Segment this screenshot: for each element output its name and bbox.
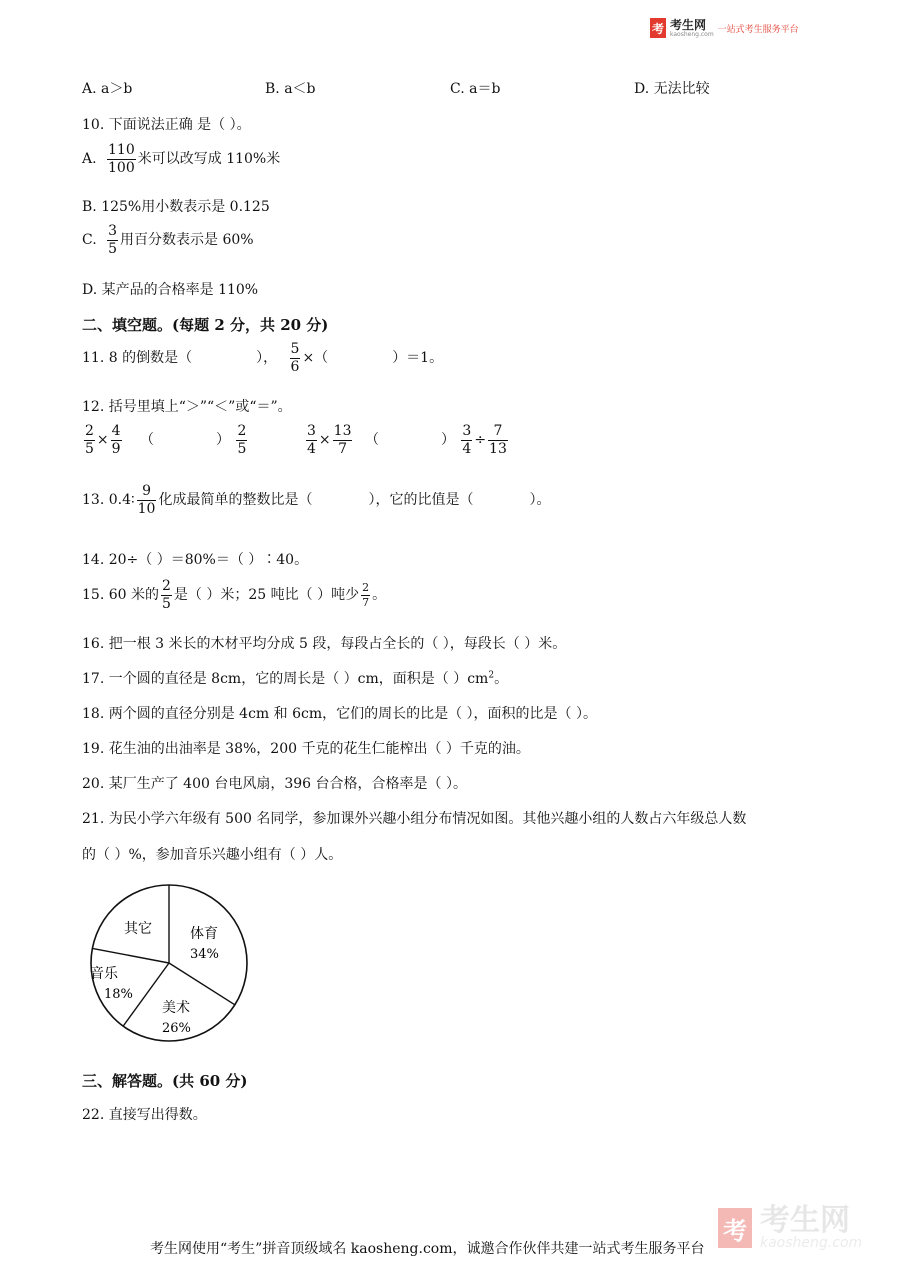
fraction bbox=[107, 143, 136, 175]
denominator: 100 bbox=[108, 159, 135, 176]
footer-text: 考生网使用“考生”拼音顶级域名 kaosheng.com，诚邀合作伙伴共建一站式考生服务平台 bbox=[150, 1241, 705, 1257]
q17-part-a: 17. 一个圆的直径是 8cm，它的周长是（ ）cm，面积是（ ）cm bbox=[82, 671, 489, 687]
denominator: 9 bbox=[111, 440, 121, 457]
q9-option-d: D. 无法比较 bbox=[634, 81, 710, 97]
q13-part-b: 化成最简单的整数比是（ bbox=[158, 492, 313, 509]
fraction bbox=[333, 424, 353, 456]
q13-part-d: ）。 bbox=[529, 492, 551, 509]
denominator: 10 bbox=[137, 500, 156, 517]
q15-part-b: 是（ ）米；25 吨比（ ）吨少 bbox=[173, 587, 360, 604]
q13-part-a: 13. 0.4∶ bbox=[82, 492, 135, 509]
numerator: 7 bbox=[488, 424, 508, 441]
numerator: 3 bbox=[307, 423, 316, 439]
q10-a-label: A. bbox=[82, 151, 97, 168]
operator: × bbox=[318, 432, 331, 449]
operator: × bbox=[96, 432, 109, 449]
superscript: 2 bbox=[488, 670, 495, 681]
numerator: 13 bbox=[333, 423, 352, 439]
logo-name: 考生网 bbox=[670, 18, 707, 32]
watermark-logo bbox=[718, 1203, 863, 1251]
q14: 14. 20÷（ ）＝80%＝（ ）∶40。 bbox=[82, 552, 309, 568]
numerator: 2 bbox=[362, 581, 370, 595]
numerator: 5 bbox=[290, 341, 300, 357]
q10-stem: 10. 下面说法正确 是（ ）。 bbox=[82, 117, 251, 133]
denominator: 7 bbox=[338, 440, 348, 457]
section-2-heading: 二、填空题。(每题 2 分，共 20 分) bbox=[82, 316, 329, 334]
q10-option-a bbox=[82, 143, 280, 175]
q15-part-c: 。 bbox=[372, 587, 387, 604]
numerator: 9 bbox=[137, 484, 157, 501]
q11-part-d: ）＝1。 bbox=[392, 350, 444, 367]
slice-label-sports: 体育 bbox=[190, 926, 218, 942]
fraction bbox=[361, 582, 370, 608]
slice-label-other: 其它 bbox=[124, 921, 152, 937]
q15-part-a: 15. 60 米的 bbox=[82, 587, 159, 604]
fraction bbox=[84, 424, 95, 456]
fraction bbox=[488, 424, 508, 456]
slice-label-music: 音乐 bbox=[90, 966, 118, 982]
watermark-name: 考生网 bbox=[760, 1203, 850, 1238]
fraction bbox=[137, 484, 157, 516]
header-logo bbox=[650, 18, 799, 38]
fraction bbox=[161, 579, 172, 611]
q11-part-c: ×（ bbox=[302, 350, 329, 367]
numerator: 4 bbox=[111, 423, 121, 439]
q10-option-b: B. 125%用小数表示是 0.125 bbox=[82, 199, 270, 215]
q12-expr-1 bbox=[82, 424, 249, 456]
logo-icon: 考 bbox=[650, 18, 666, 38]
q11-part-b: ）， bbox=[256, 350, 278, 367]
denominator: 7 bbox=[362, 595, 370, 609]
watermark-icon: 考 bbox=[718, 1208, 752, 1248]
q11-part-a: 11. 8 的倒数是（ bbox=[82, 350, 193, 367]
logo-domain: kaosheng.com bbox=[670, 31, 714, 38]
q17-part-b: 。 bbox=[494, 671, 509, 687]
numerator: 110 bbox=[108, 142, 135, 158]
slice-value-sports: 34% bbox=[190, 947, 219, 962]
q10-option-d: D. 某产品的合格率是 110% bbox=[82, 282, 259, 298]
fraction bbox=[107, 224, 118, 256]
denominator: 5 bbox=[85, 440, 94, 457]
paren-close: ） bbox=[216, 432, 231, 449]
q10-a-text: 米可以改写成 110%米 bbox=[137, 151, 281, 168]
denominator: 4 bbox=[462, 440, 472, 457]
numerator: 3 bbox=[108, 223, 118, 239]
numerator: 3 bbox=[462, 423, 472, 439]
q13-part-c: ），它的比值是（ bbox=[368, 492, 474, 509]
q17 bbox=[82, 668, 508, 688]
fraction bbox=[290, 342, 301, 374]
denominator: 5 bbox=[108, 240, 118, 257]
q15 bbox=[82, 579, 386, 611]
q20: 20. 某厂生产了 400 台电风扇，396 台合格，合格率是（ ）。 bbox=[82, 776, 467, 792]
q10-c-label: C. bbox=[82, 232, 97, 249]
paren-close: ） bbox=[440, 432, 455, 449]
q19: 19. 花生油的出油率是 38%，200 千克的花生仁能榨出（ ）千克的油。 bbox=[82, 741, 530, 757]
q18: 18. 两个圆的直径分别是 4cm 和 6cm，它们的周长的比是（ ），面积的比是（ ）。 bbox=[82, 706, 598, 722]
fraction bbox=[461, 424, 472, 456]
denominator: 4 bbox=[307, 440, 316, 457]
operator: ÷ bbox=[474, 432, 487, 449]
q9-option-b: B. a＜b bbox=[265, 81, 316, 97]
q21-line-2: 的（ ）%，参加音乐兴趣小组有（ ）人。 bbox=[82, 847, 343, 863]
slice-value-music: 18% bbox=[104, 987, 133, 1002]
q9-option-c: C. a＝b bbox=[450, 81, 501, 97]
q10-option-c bbox=[82, 224, 254, 256]
watermark-domain: kaosheng.com bbox=[760, 1235, 863, 1251]
pie-slices bbox=[91, 885, 247, 1041]
fraction bbox=[236, 424, 247, 456]
q22: 22. 直接写出得数。 bbox=[82, 1107, 207, 1123]
logo-slogan: 一站式考生服务平台 bbox=[717, 24, 799, 35]
q9-option-a: A. a＞b bbox=[82, 81, 133, 97]
pie-chart bbox=[86, 880, 256, 1046]
numerator: 2 bbox=[85, 423, 94, 439]
fraction bbox=[306, 424, 317, 456]
paren-open: （ bbox=[140, 432, 155, 449]
paren-open: （ bbox=[364, 432, 379, 449]
numerator: 2 bbox=[161, 578, 171, 594]
q10-c-text: 用百分数表示是 60% bbox=[120, 232, 254, 249]
q13 bbox=[82, 484, 550, 516]
numerator: 2 bbox=[237, 423, 247, 439]
q12-stem: 12. 括号里填上“＞”“＜”或“＝”。 bbox=[82, 399, 292, 415]
denominator: 5 bbox=[161, 595, 171, 612]
slice-value-art: 26% bbox=[162, 1021, 191, 1036]
q21-line-1: 21. 为民小学六年级有 500 名同学，参加课外兴趣小组分布情况如图。其他兴趣小组的人数占六年级总人数 bbox=[82, 811, 747, 827]
slice-label-art: 美术 bbox=[162, 1000, 190, 1016]
q12-expr-2 bbox=[304, 424, 510, 456]
denominator: 13 bbox=[489, 440, 507, 457]
fraction bbox=[111, 424, 122, 456]
section-3-heading: 三、解答题。(共 60 分) bbox=[82, 1072, 248, 1090]
q16: 16. 把一根 3 米长的木材平均分成 5 段，每段占全长的（ ），每段长（ ）米。 bbox=[82, 636, 567, 652]
denominator: 5 bbox=[237, 440, 247, 457]
denominator: 6 bbox=[290, 358, 300, 375]
q11 bbox=[82, 342, 443, 374]
